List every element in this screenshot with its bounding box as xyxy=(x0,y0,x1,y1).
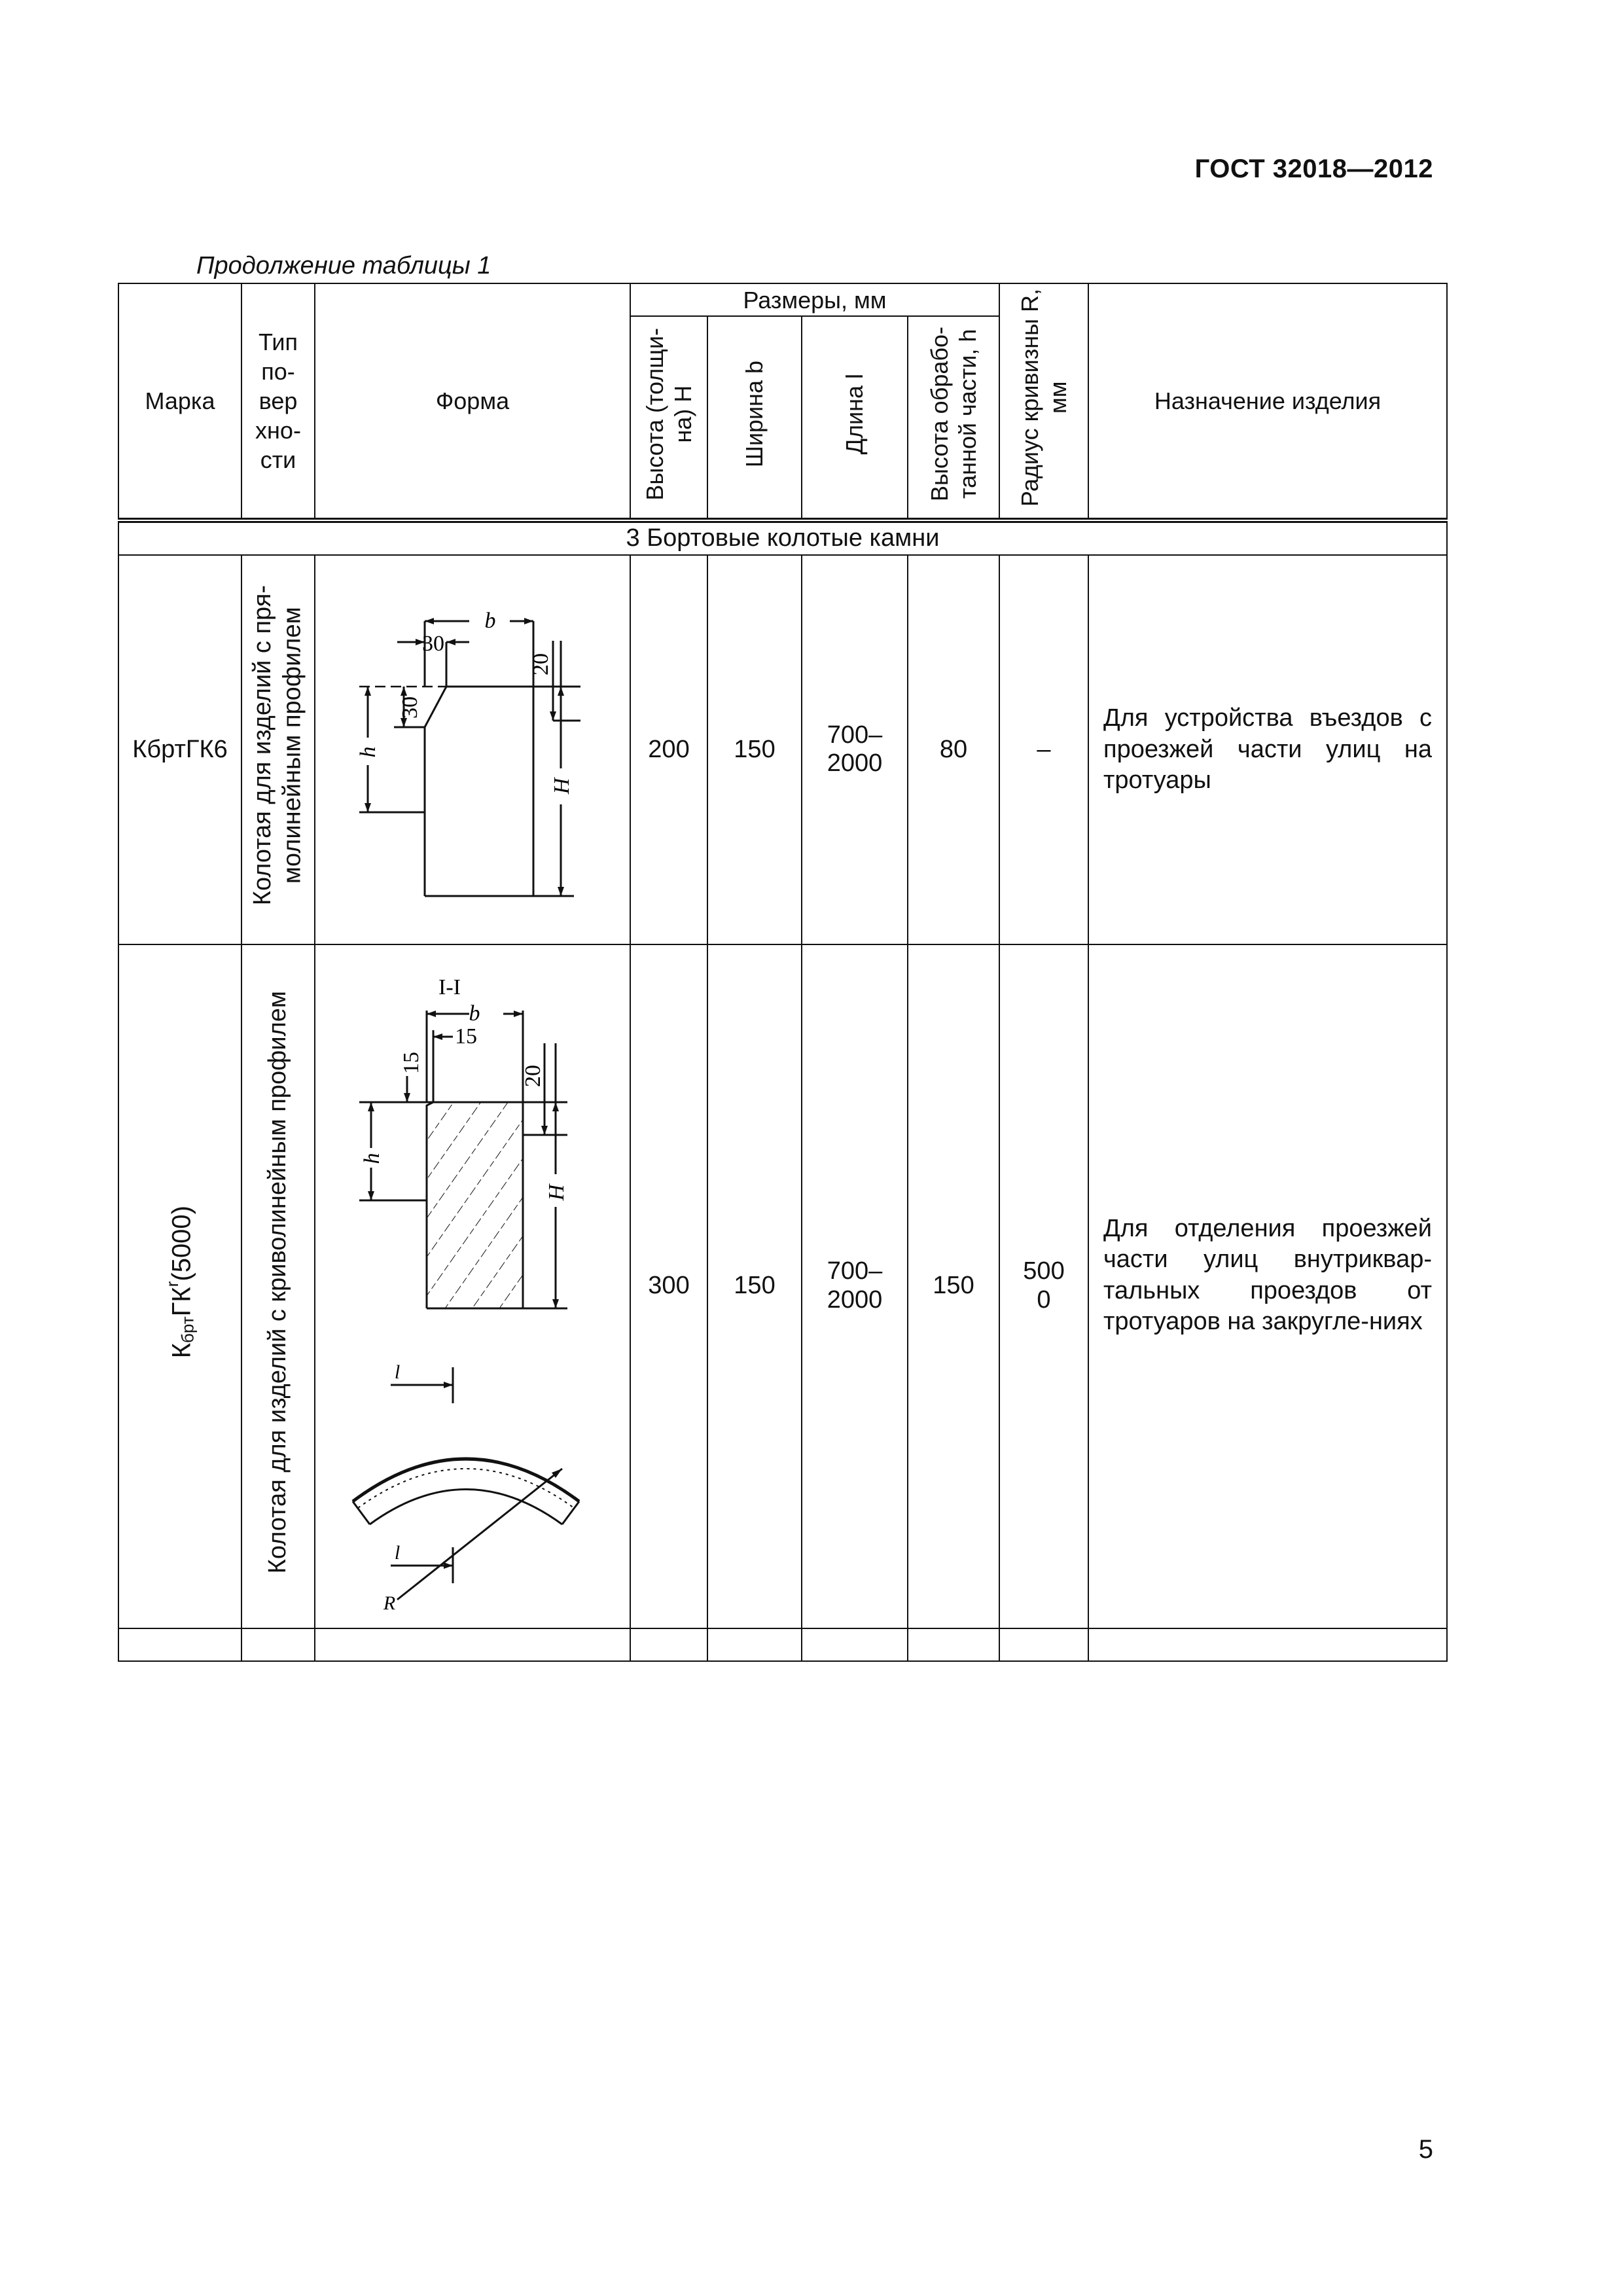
header-height-cell xyxy=(630,316,707,520)
row2-surface-type: Колотая для изделий с криволинейным профилем xyxy=(264,990,292,1573)
table-row xyxy=(118,555,1447,944)
header-length-cell xyxy=(802,316,908,520)
header-length: Длина l xyxy=(841,373,868,455)
table-continuation-caption: Продолжение таблицы 1 xyxy=(196,252,491,279)
label-20: 20 xyxy=(521,1064,545,1087)
label-h: h xyxy=(360,1153,384,1164)
products-table xyxy=(118,283,1448,1662)
row2-mark: $К_{брт}ГК^r(5000)$ xyxy=(162,1206,198,1359)
row2-mark-cell xyxy=(118,944,241,1628)
table-row xyxy=(118,944,1447,1628)
section-title: 3 Бортовые колотые камни xyxy=(118,520,1447,555)
header-surface-type: Тип по- вер хно- сти xyxy=(241,283,315,520)
label-l-top: l xyxy=(394,1361,401,1383)
row1-radius: – xyxy=(999,555,1088,944)
row2-purpose-cell xyxy=(1088,944,1447,1628)
label-30-side: 30 xyxy=(398,696,422,719)
label-b: b xyxy=(469,1001,480,1026)
header-processed-height-cell xyxy=(908,316,999,520)
row1-purpose: Для устройства въездов с проезжей части улиц на тротуары xyxy=(1103,704,1432,794)
document-id: ГОСТ 32018—2012 xyxy=(1194,154,1433,183)
label-15-top: 15 xyxy=(455,1024,477,1049)
row1-height: 200 xyxy=(630,555,707,944)
header-radius: Радиус кривизны R, мм xyxy=(1016,289,1071,507)
label-H: H xyxy=(550,778,574,795)
row1-length: 700– 2000 xyxy=(802,555,908,944)
row1-processed-height: 80 xyxy=(908,555,999,944)
row2-processed-height: 150 xyxy=(908,944,999,1628)
label-l-bottom: l xyxy=(394,1541,401,1564)
header-processed-height: Высота обрабо- танной части, h xyxy=(925,327,981,501)
row1-surface-cell xyxy=(241,555,315,944)
label-H: H xyxy=(544,1184,569,1201)
label-20: 20 xyxy=(529,653,553,675)
row2-purpose: Для отделения проезжей части улиц внутриквар-тальных проездов от тротуаров на закругле-ниях xyxy=(1103,1214,1432,1335)
page-number: 5 xyxy=(1418,2135,1433,2164)
header-dimensions: Размеры, мм xyxy=(630,283,999,316)
label-h: h xyxy=(356,746,380,758)
label-b: b xyxy=(484,609,496,633)
header-shape: Форма xyxy=(315,283,630,520)
row2-width: 150 xyxy=(707,944,802,1628)
header-height: Высота (толщи- на) H xyxy=(641,327,696,501)
row1-surface-type: Колотая для изделий с пря- молинейным профилем xyxy=(249,585,306,906)
row2-shape-cell xyxy=(315,944,630,1628)
row1-width: 150 xyxy=(707,555,802,944)
row2-radius: 500 0 xyxy=(999,944,1088,1628)
label-R: R xyxy=(383,1592,396,1614)
header-width: Ширина b xyxy=(741,360,768,468)
header-width-cell xyxy=(707,316,802,520)
header-radius-cell xyxy=(999,283,1088,520)
curved-curb-drawing xyxy=(319,945,626,1619)
row2-height: 300 xyxy=(630,944,707,1628)
straight-curb-drawing xyxy=(319,556,626,935)
row1-shape-cell xyxy=(315,555,630,944)
header-mark: Марка xyxy=(118,283,241,520)
header-purpose: Назначение изделия xyxy=(1088,283,1447,520)
label-30-top: 30 xyxy=(422,632,444,656)
row1-mark: КбртГК6 xyxy=(118,555,241,944)
label-section: I-I xyxy=(438,975,461,999)
row1-purpose-cell xyxy=(1088,555,1447,944)
row2-length: 700– 2000 xyxy=(802,944,908,1628)
row2-surface-cell xyxy=(241,944,315,1628)
table-row-empty xyxy=(118,1628,1447,1661)
label-15-side: 15 xyxy=(399,1051,423,1074)
